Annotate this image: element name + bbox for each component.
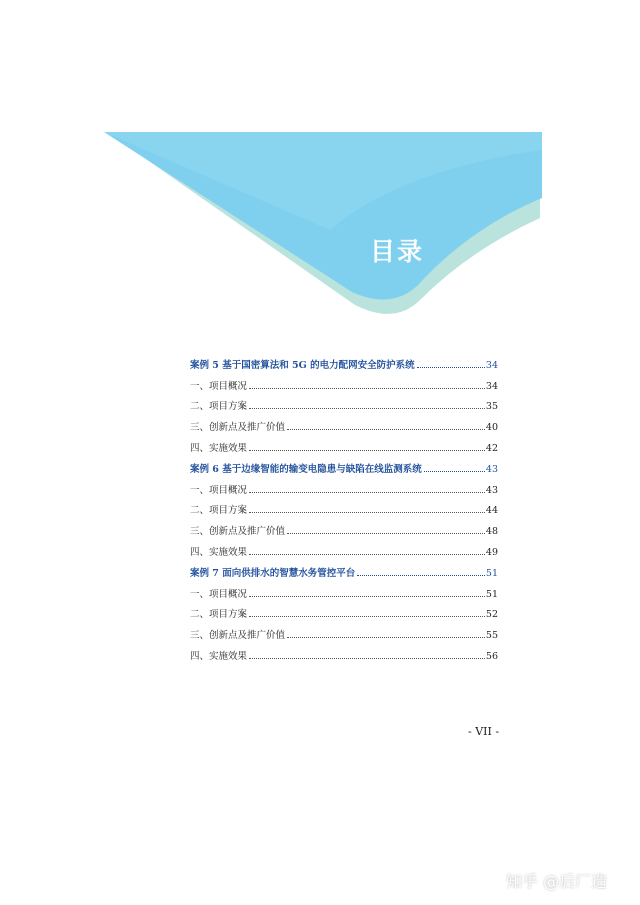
toc-dot-leader [249,595,485,597]
toc-entry-page: 49 [485,546,498,558]
toc-dot-leader [357,574,485,576]
toc-entry[interactable] [190,392,498,413]
toc-dot-leader [249,407,485,409]
toc-dot-leader [249,449,485,451]
toc-entry-label: 四、实施效果 [190,442,248,454]
toc-dot-leader [249,657,485,659]
watermark: 知乎 @后厂造 [506,872,608,891]
toc-entry-page: 34 [485,359,498,371]
toc-dot-leader [249,615,485,617]
toc-entry-page: 42 [485,442,498,454]
toc-entry[interactable] [190,537,498,558]
toc-entry-label: 案例 7 面向供排水的智慧水务管控平台 [190,567,356,579]
toc-entry-label: 三、创新点及推广价值 [190,630,286,642]
toc-entry-page: 34 [485,380,498,392]
toc-entry-page: 43 [485,484,498,496]
page-title: 目录 [370,237,425,266]
toc-entry-label: 案例 6 基于边缘智能的输变电隐患与缺陷在线监测系统 [190,463,422,475]
toc-entry-label: 一、项目概况 [190,380,248,392]
toc-entry[interactable] [190,516,498,537]
toc-dot-leader [249,553,485,555]
toc-entry[interactable] [190,433,498,454]
toc-entry-page: 52 [485,609,498,621]
toc-entry-label: 二、项目方案 [190,609,248,621]
table-of-contents [190,350,498,662]
toc-dot-leader [249,387,485,389]
toc-dot-leader [287,428,485,430]
toc-case-heading[interactable] [190,350,498,371]
toc-case-heading[interactable] [190,558,498,579]
toc-entry-page: 43 [485,463,498,475]
toc-entry-label: 二、项目方案 [190,505,248,517]
toc-entry[interactable] [190,475,498,496]
toc-entry[interactable] [190,412,498,433]
toc-dot-leader [287,636,485,638]
toc-entry[interactable] [190,579,498,600]
toc-entry-label: 二、项目方案 [190,401,248,413]
toc-entry[interactable] [190,641,498,662]
toc-entry-page: 44 [485,505,498,517]
toc-entry-page: 40 [485,422,498,434]
toc-entry-label: 四、实施效果 [190,546,248,558]
toc-entry[interactable] [190,620,498,641]
toc-entry-page: 51 [485,588,498,600]
toc-entry[interactable] [190,600,498,621]
toc-entry-label: 案例 5 基于国密算法和 5G 的电力配网安全防护系统 [190,359,415,371]
toc-case-heading[interactable] [190,454,498,475]
toc-entry-page: 48 [485,526,498,538]
toc-entry-page: 55 [485,630,498,642]
toc-dot-leader [287,532,485,534]
toc-entry-label: 三、创新点及推广价值 [190,526,286,538]
toc-entry-label: 三、创新点及推广价值 [190,422,286,434]
toc-entry-page: 51 [485,567,498,579]
toc-entry[interactable] [190,496,498,517]
toc-entry-page: 35 [485,401,498,413]
toc-dot-leader [249,491,485,493]
toc-entry-page: 56 [485,650,498,662]
header-banner [0,0,640,340]
toc-entry-label: 四、实施效果 [190,650,248,662]
toc-entry-label: 一、项目概况 [190,484,248,496]
page-number: - VII - [468,725,500,738]
toc-entry-label: 一、项目概况 [190,588,248,600]
toc-dot-leader [249,511,485,513]
toc-dot-leader [424,470,485,472]
toc-dot-leader [417,366,485,368]
toc-entry[interactable] [190,371,498,392]
